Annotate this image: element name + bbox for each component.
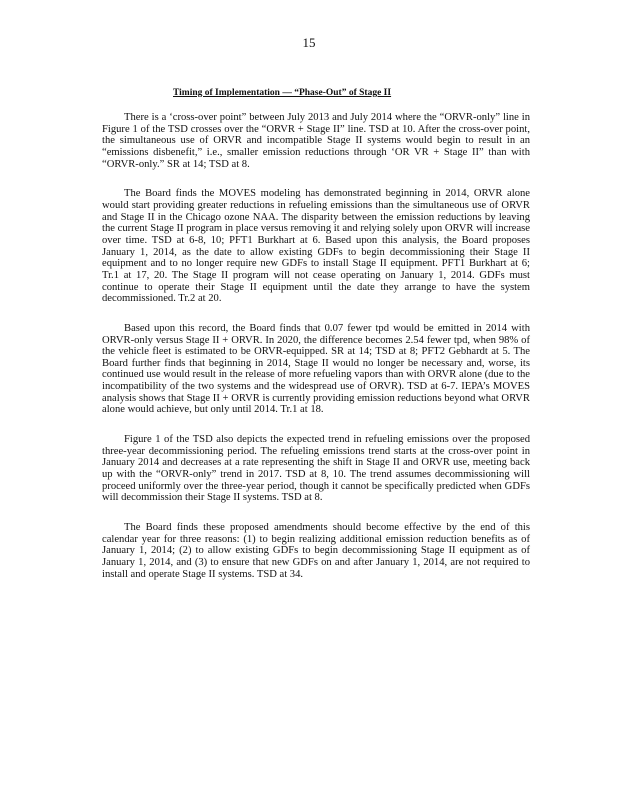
paragraph: Based upon this record, the Board finds that 0.07 fewer tpd would be emitted in 2014 with ORVR-only versus Stage II + ORVR. In 2020, the difference becomes 2.54 fewer tpd, when 98% of the vehicle fleet is estimated to be ORVR-equipped. SR at 14; TSD at 8; PFT2 Gebhardt at 5. The Board further finds that beginning in 2014, Stage II would no longer be necessary and, worse, its continued use would result in the release of more refueling vapors than with ORVR alone (due to the incompatibility of the two systems and the widespread use of ORVR). TSD at 6-7. IEPA’s MOVES analysis shows that Stage II + ORVR is currently providing emission reductions beyond what ORVR alone would achieve, but only until 2014. Tr.1 at 18. <box>102 322 530 416</box>
paragraph: The Board finds these proposed amendments should become effective by the end of this calendar year for three reasons: (1) to begin realizing additional emission reduction benefits as of January 1, 2014; (2) to allow existing GDFs to begin decommissioning Stage II equipment as of January 1, 2014, and (3) to ensure that new GDFs on and after January 1, 2014, are not required to install and operate Stage II systems. TSD at 34. <box>102 522 530 580</box>
paragraph: There is a ‘cross-over point” between July 2013 and July 2014 where the “ORVR-only” line in Figure 1 of the TSD crosses over the “ORVR + Stage II” line. TSD at 10. After the cross-over point, the simultaneous use of ORVR and incompatible Stage II systems would begin to result in an “emissions disbenefit,” i.e., smaller emission reductions through ‘OR VR + Stage II” than with “ORVR-only.” SR at 14; TSD at 8. <box>102 112 530 170</box>
page-number: 15 <box>302 35 316 50</box>
section-heading: Timing of Implementation — “Phase-Out” of Stage II <box>173 88 392 98</box>
paragraph: Figure 1 of the TSD also depicts the expected trend in refueling emissions over the proposed three-year decommissioning period. The refueling emissions trend starts at the cross-over point in January 2014 and decreases at a rate representing the shift in Stage II and ORVR use, meeting back up with the “ORVR-only” trend in 2017. TSD at 8, 10. The trend assumes decommissioning will proceed uniformly over the three-year period, though it cannot be specifically predicted when GDFs will decommission their Stage II systems. TSD at 8. <box>102 434 530 504</box>
paragraph: The Board finds the MOVES modeling has demonstrated beginning in 2014, ORVR alone would start providing greater reductions in refueling emissions than the simultaneous use of ORVR and Stage II in the Chicago ozone NAA. The disparity between the emission reductions by leaving the current Stage II program in place versus removing it and relying solely upon ORVR will increase over time. TSD at 6-8, 10; PFT1 Burkhart at 6. Based upon this analysis, the Board proposes January 1, 2014, as the date to allow existing GDFs to begin decommissioning their Stage II equipment and to no longer require new GDFs to install Stage II equipment. PFT1 Burkhart at 6; Tr.1 at 17, 20. The Stage II program will not cease operating on January 1, 2014. GDFs must continue to operate their Stage II equipment until the date they arrange to have the system decommissioned. Tr.2 at 20. <box>102 188 530 305</box>
body-text <box>102 112 530 598</box>
